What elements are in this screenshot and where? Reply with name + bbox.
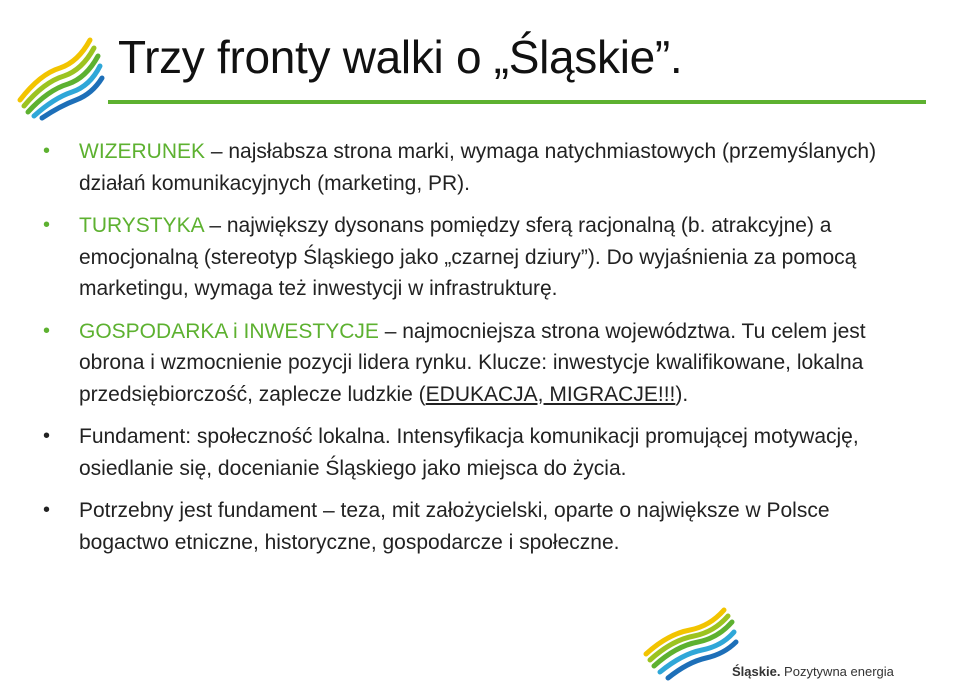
bullet-list — [40, 136, 920, 569]
bullet-text: Potrzebny jest fundament – teza, mit założycielski, oparte o największe w Polsce bogactwo etniczne, historyczne, gospodarcze i społeczne. — [79, 499, 830, 554]
footer-brand-slogan: Pozytywna energia — [780, 664, 894, 679]
page-title: Trzy fronty walki o „Śląskie”. — [118, 31, 683, 83]
bullet-text: – najsłabsza strona marki, wymaga natychmiastowych (przemyślanych) działań komunikacyjnych (marketing, PR). — [79, 140, 877, 195]
footer-logo-icon — [640, 604, 740, 692]
slaskie-logo-icon — [14, 26, 106, 122]
bullet-keyword: TURYSTYKA — [79, 214, 204, 237]
bullet-item-fundament — [40, 421, 920, 484]
bullet-item-potrzebny — [40, 495, 920, 558]
title-divider — [108, 100, 926, 104]
bullet-keyword: GOSPODARKA i INWESTYCJE — [79, 319, 379, 343]
bullet-item-turystyka — [40, 210, 920, 305]
bullet-keyword: WIZERUNEK — [79, 140, 205, 163]
bullet-tail-text: ). — [675, 382, 689, 406]
footer-brand-name: Śląskie. — [732, 664, 781, 679]
bullet-item-wizerunek — [40, 136, 920, 199]
footer-brand — [732, 664, 894, 679]
bullet-text: – największy dysonans pomiędzy sferą racjonalną (b. atrakcyjne) a emocjonalną (stereotyp Śląskiego jako „czarnej dziury”). Do wyjaśnienia za pomocą marketingu, wymaga też inwestycji w infrastrukturę. — [79, 214, 857, 300]
bullet-text: – najmocniejsza strona województwa. Tu celem jest obrona i wzmocnienie pozycji lidera rynku. Klucze: inwestycje kwalifikowane, lokalna przedsiębiorczość, zaplecze ludzkie ( — [79, 319, 866, 406]
bullet-item-gospodarka — [40, 316, 920, 411]
bullet-underlined-text: EDUKACJA, MIGRACJE!!! — [425, 382, 676, 406]
bullet-text: Fundament: społeczność lokalna. Intensyfikacja komunikacji promującej motywację, osiedlanie się, docenianie Śląskiego jako miejsca do życia. — [79, 425, 859, 480]
